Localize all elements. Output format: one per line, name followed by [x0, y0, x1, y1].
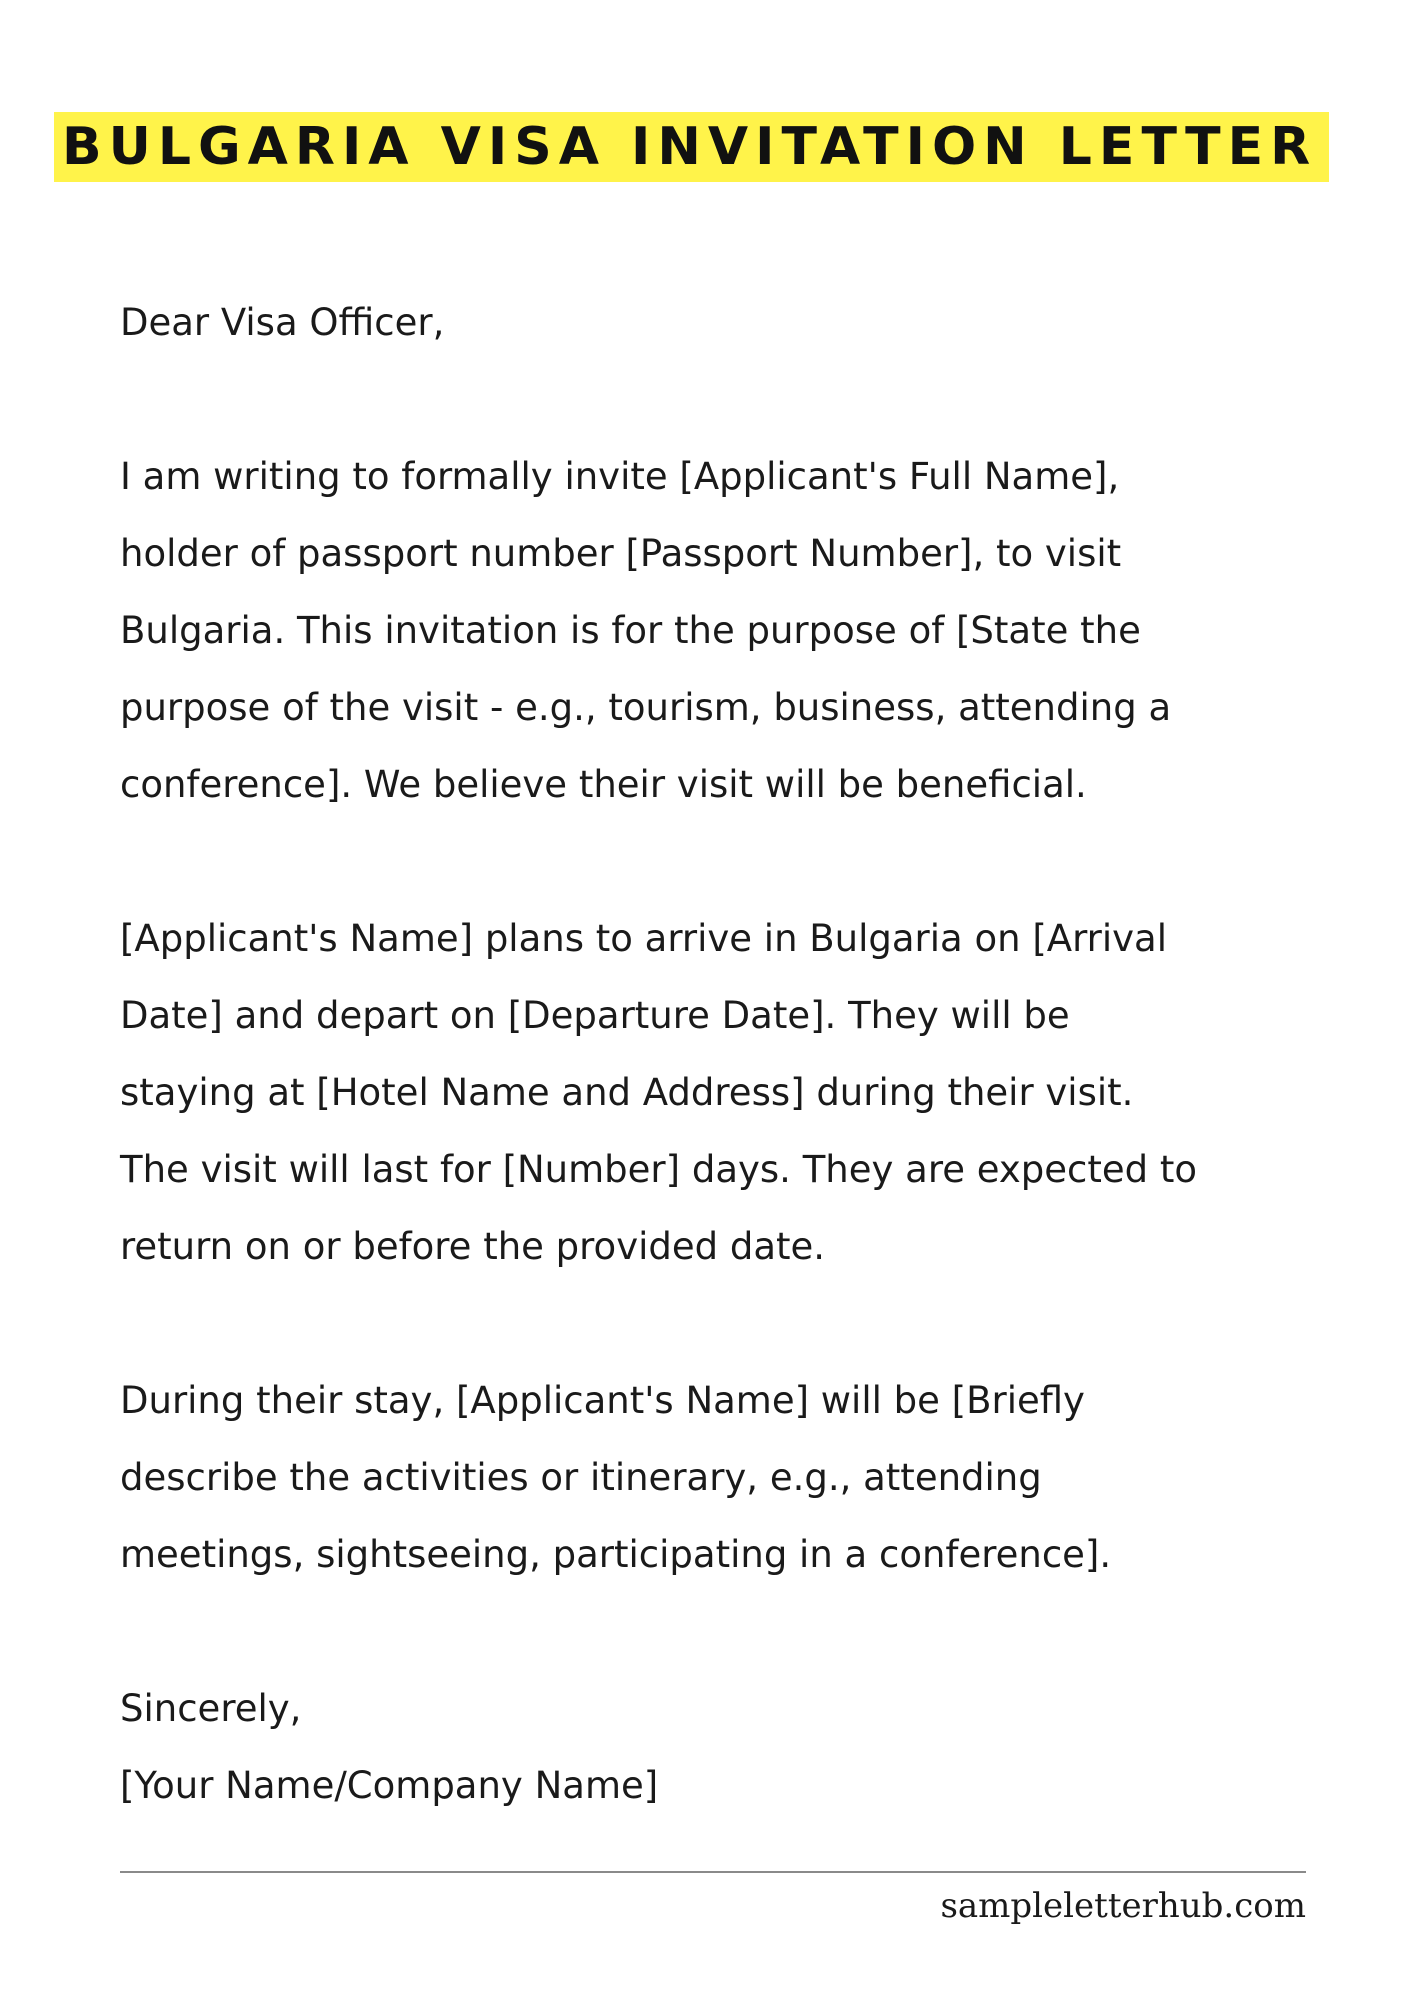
text-line: describe the activities or itinerary, e.g., attending — [120, 1456, 1042, 1499]
paragraph-1 — [120, 438, 1370, 823]
text-line: return on or before the provided date. — [120, 1225, 826, 1268]
paragraph-3 — [120, 1362, 1370, 1593]
paragraph-2 — [120, 900, 1370, 1285]
text-line: meetings, sightseeing, participating in a conference]. — [120, 1533, 1112, 1576]
letter-body — [120, 284, 1370, 1824]
text-line: During their stay, [Applicant's Name] will be [Briefly — [120, 1379, 1085, 1422]
text-line: I am writing to formally invite [Applicant's Full Name], — [120, 455, 1120, 498]
footer-divider — [120, 1871, 1306, 1873]
text-line: Date] and depart on [Departure Date]. They will be — [120, 994, 1070, 1037]
text-line: staying at [Hotel Name and Address] during their visit. — [120, 1071, 1134, 1114]
text-line: The visit will last for [Number] days. They are expected to — [120, 1148, 1198, 1191]
page-title: BULGARIA VISA INVITATION LETTER — [62, 117, 1318, 177]
text-line: holder of passport number [Passport Number], to visit — [120, 532, 1122, 575]
title-highlight — [54, 112, 1329, 182]
signature: [Your Name/Company Name] — [120, 1764, 659, 1807]
text-line: purpose of the visit - e.g., tourism, business, attending a — [120, 686, 1172, 729]
text-line: conference]. We believe their visit will be beneficial. — [120, 763, 1087, 806]
text-line: [Applicant's Name] plans to arrive in Bulgaria on [Arrival — [120, 917, 1167, 960]
footer-site: sampleletterhub.com — [940, 1886, 1306, 1926]
text-line: Bulgaria. This invitation is for the purpose of [State the — [120, 609, 1141, 652]
closing: Sincerely, — [120, 1687, 302, 1730]
salutation: Dear Visa Officer, — [120, 301, 445, 344]
